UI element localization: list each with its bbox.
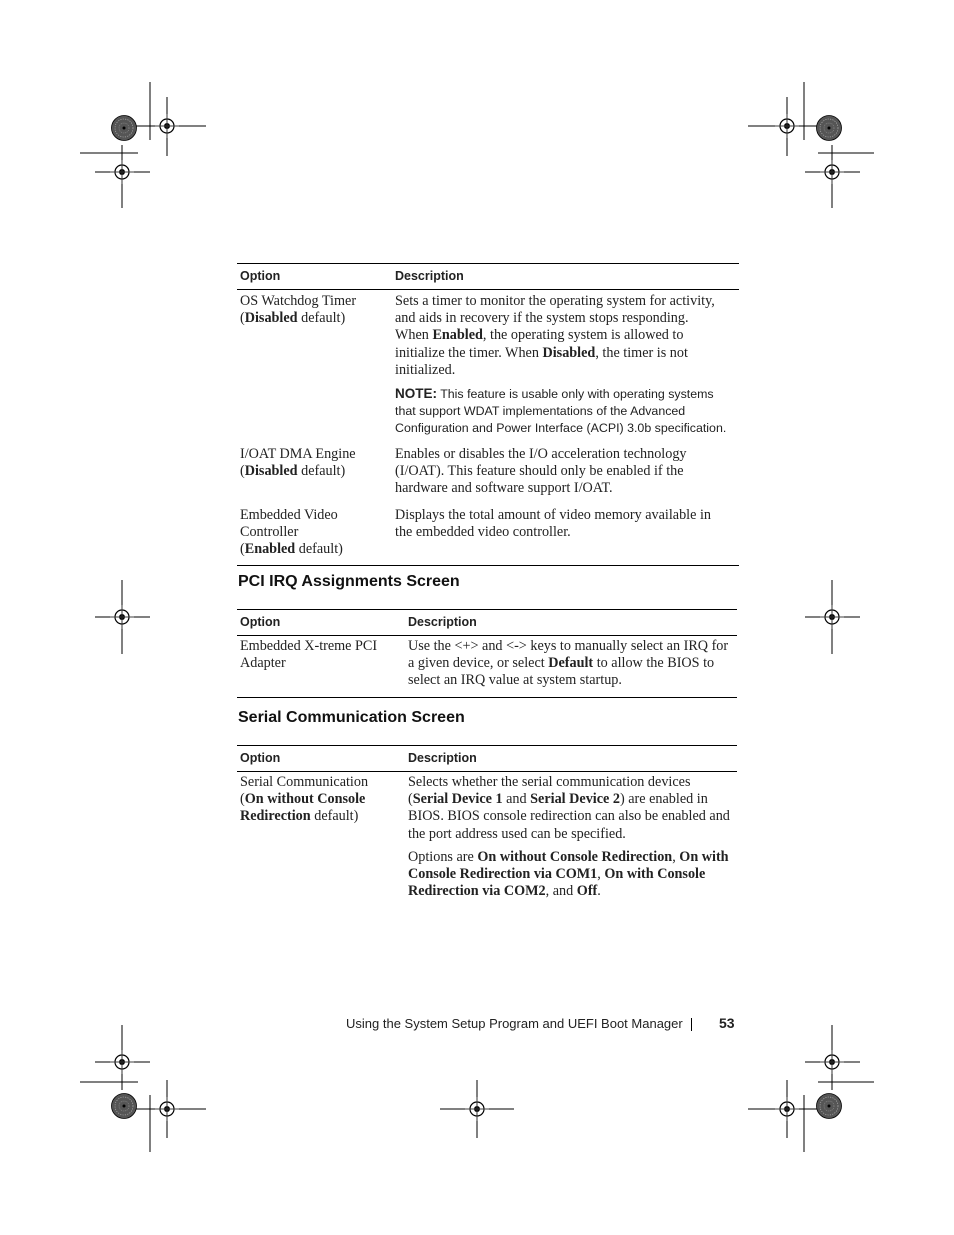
column-header-option: Option — [237, 264, 392, 290]
note-label: NOTE: — [395, 386, 437, 402]
note-text: This feature is usable only with operating systems that support WDAT implementations of the Advanced Configuration and Power Interface (ACPI) 3.0b specification. — [395, 387, 727, 436]
page-number: 53 — [719, 1015, 735, 1031]
crop-marks — [80, 82, 874, 1152]
section-heading-serial: Serial Communication Screen — [238, 709, 465, 726]
description-paragraph: Sets a timer to monitor the operating system for activity, and aids in recovery if the system stops responding. When Enabled, the operating system is allowed to initialize the timer. When Disabled, the timer is not initialized. — [395, 293, 715, 378]
column-header-option: Option — [237, 746, 405, 772]
option-cell: Serial Communication (On without Console Redirection default) — [240, 774, 369, 825]
option-cell: Embedded Video Controller (Enabled default) — [240, 506, 343, 558]
description-cell: Displays the total amount of video memory available in the embedded video controller. — [395, 506, 711, 540]
footer-title: Using the System Setup Program and UEFI Boot Manager — [346, 1016, 683, 1031]
description-paragraph: Selects whether the serial communication devices (Serial Device 1 and Serial Device 2) are enabled in BIOS. BIOS console redirection can also be enabled and the port address used can be specified. — [408, 774, 730, 842]
option-cell: I/OAT DMA Engine (Disabled default) — [240, 446, 356, 480]
description-cell: Enables or disables the I/O acceleration technology (I/OAT). This feature should only be enabled if the hardware and software support I/OAT. — [395, 446, 687, 497]
option-cell: OS Watchdog Timer (Disabled default) — [240, 293, 357, 327]
option-cell: Embedded X-treme PCI Adapter — [240, 638, 378, 672]
column-header-description: Description — [405, 610, 737, 636]
column-header-description: Description — [405, 746, 737, 772]
description-cell: Use the <+> and <-> keys to manually select an IRQ for a given device, or select Default to allow the BIOS to select an IRQ value at system startup. — [408, 638, 729, 689]
section-heading-pci-irq: PCI IRQ Assignments Screen — [238, 573, 460, 590]
description-paragraph: Options are On without Console Redirection, On with Console Redirection via COM1, On with Console Redirection via COM2, and Off. — [408, 848, 729, 900]
column-header-option: Option — [237, 610, 405, 636]
column-header-description: Description — [392, 264, 739, 290]
